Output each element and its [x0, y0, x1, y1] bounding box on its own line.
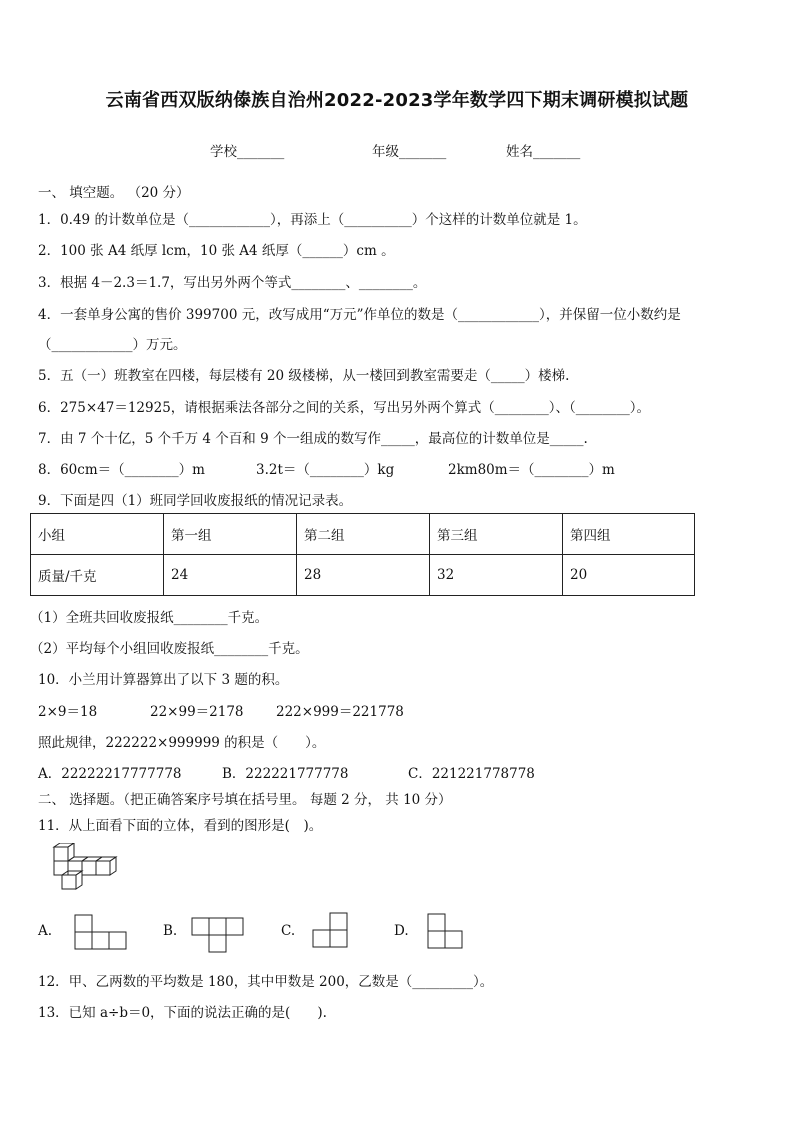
question-10-expr-3: 222×999＝221778 [276, 704, 404, 720]
question-10-option-b: B．222221777778 [222, 766, 349, 782]
table-cell: 第三组 [430, 514, 563, 555]
option-a-figure [74, 914, 128, 950]
question-10-expr-2: 22×99＝2178 [150, 704, 244, 720]
section-2-heading: 二、 选择题。（把正确答案序号填在括号里。 每题 2 分， 共 10 分） [38, 792, 452, 808]
option-b-figure [191, 917, 245, 953]
question-12: 12．甲、乙两数的平均数是 180，其中甲数是 200，乙数是（_________）。 [38, 974, 494, 990]
option-a-label: A. [38, 923, 53, 939]
question-4-cont: （____________）万元。 [38, 337, 187, 353]
option-b-label: B. [163, 923, 178, 939]
question-8b: 3.2t＝（________）kg [256, 462, 395, 478]
table-cell: 28 [297, 555, 430, 596]
option-d-figure [427, 913, 465, 951]
table-cell: 质量/千克 [31, 555, 164, 596]
question-8a: 8．60cm＝（________）m [38, 462, 205, 478]
question-11: 11．从上面看下面的立体，看到的图形是( )。 [38, 818, 323, 834]
option-c-label: C. [281, 923, 296, 939]
question-7: 7．由 7 个十亿，5 个千万 4 个百和 9 个一组成的数写作_____，最高位的计数单位是_____. [38, 431, 588, 447]
page-title: 云南省西双版纳傣族自治州2022-2023学年数学四下期末调研模拟试题 [105, 90, 689, 111]
table-cell: 第一组 [164, 514, 297, 555]
table-cell: 24 [164, 555, 297, 596]
table-cell: 20 [563, 555, 695, 596]
table-header-row [31, 514, 695, 555]
table-cell: 小组 [31, 514, 164, 555]
question-10-expr-1: 2×9＝18 [38, 704, 98, 720]
question-9: 9．下面是四（1）班同学回收废报纸的情况记录表。 [38, 493, 353, 509]
question-4: 4．一套单身公寓的售价 399700 元，改写成用“万元”作单位的数是（____________），并保留一位小数约是 [38, 307, 681, 323]
question-13: 13．已知 a÷b＝0，下面的说法正确的是( ). [38, 1005, 327, 1021]
grade-field: 年级_______ [372, 144, 447, 160]
section-1-heading: 一、 填空题。 （20 分） [38, 185, 190, 201]
option-d-label: D. [394, 923, 409, 939]
school-field: 学校_______ [210, 144, 285, 160]
cube-stack-figure [48, 843, 120, 893]
question-2: 2．100 张 A4 纸厚 lcm，10 张 A4 纸厚（______）cm 。 [38, 243, 395, 259]
record-table [30, 513, 695, 596]
question-1: 1．0.49 的计数单位是（____________），再添上（__________）个这样的计数单位就是 1。 [38, 212, 587, 228]
question-9-part-2: （2）平均每个小组回收废报纸________千克。 [30, 641, 309, 657]
name-field: 姓名_______ [506, 144, 581, 160]
question-6: 6．275×47＝12925，请根据乘法各部分之间的关系，写出另外两个算式（________）、（________）。 [38, 400, 651, 416]
table-cell: 第四组 [563, 514, 695, 555]
question-10: 10．小兰用计算器算出了以下 3 题的积。 [38, 672, 289, 688]
question-10-ask: 照此规律，222222×999999 的积是（ ）。 [38, 735, 326, 751]
question-10-option-c: C．221221778778 [408, 766, 535, 782]
table-row [31, 555, 695, 596]
table-cell: 32 [430, 555, 563, 596]
question-8c: 2km80m＝（________）m [448, 462, 615, 478]
option-c-figure [312, 912, 350, 950]
question-10-option-a: A．22222217777778 [38, 766, 182, 782]
question-5: 5．五（一）班教室在四楼，每层楼有 20 级楼梯，从一楼回到教室需要走（_____）楼梯. [38, 368, 570, 384]
question-3: 3．根据 4－2.3＝1.7，写出另外两个等式________、________。 [38, 275, 427, 291]
question-9-part-1: （1）全班共回收废报纸________千克。 [30, 610, 269, 626]
table-cell: 第二组 [297, 514, 430, 555]
